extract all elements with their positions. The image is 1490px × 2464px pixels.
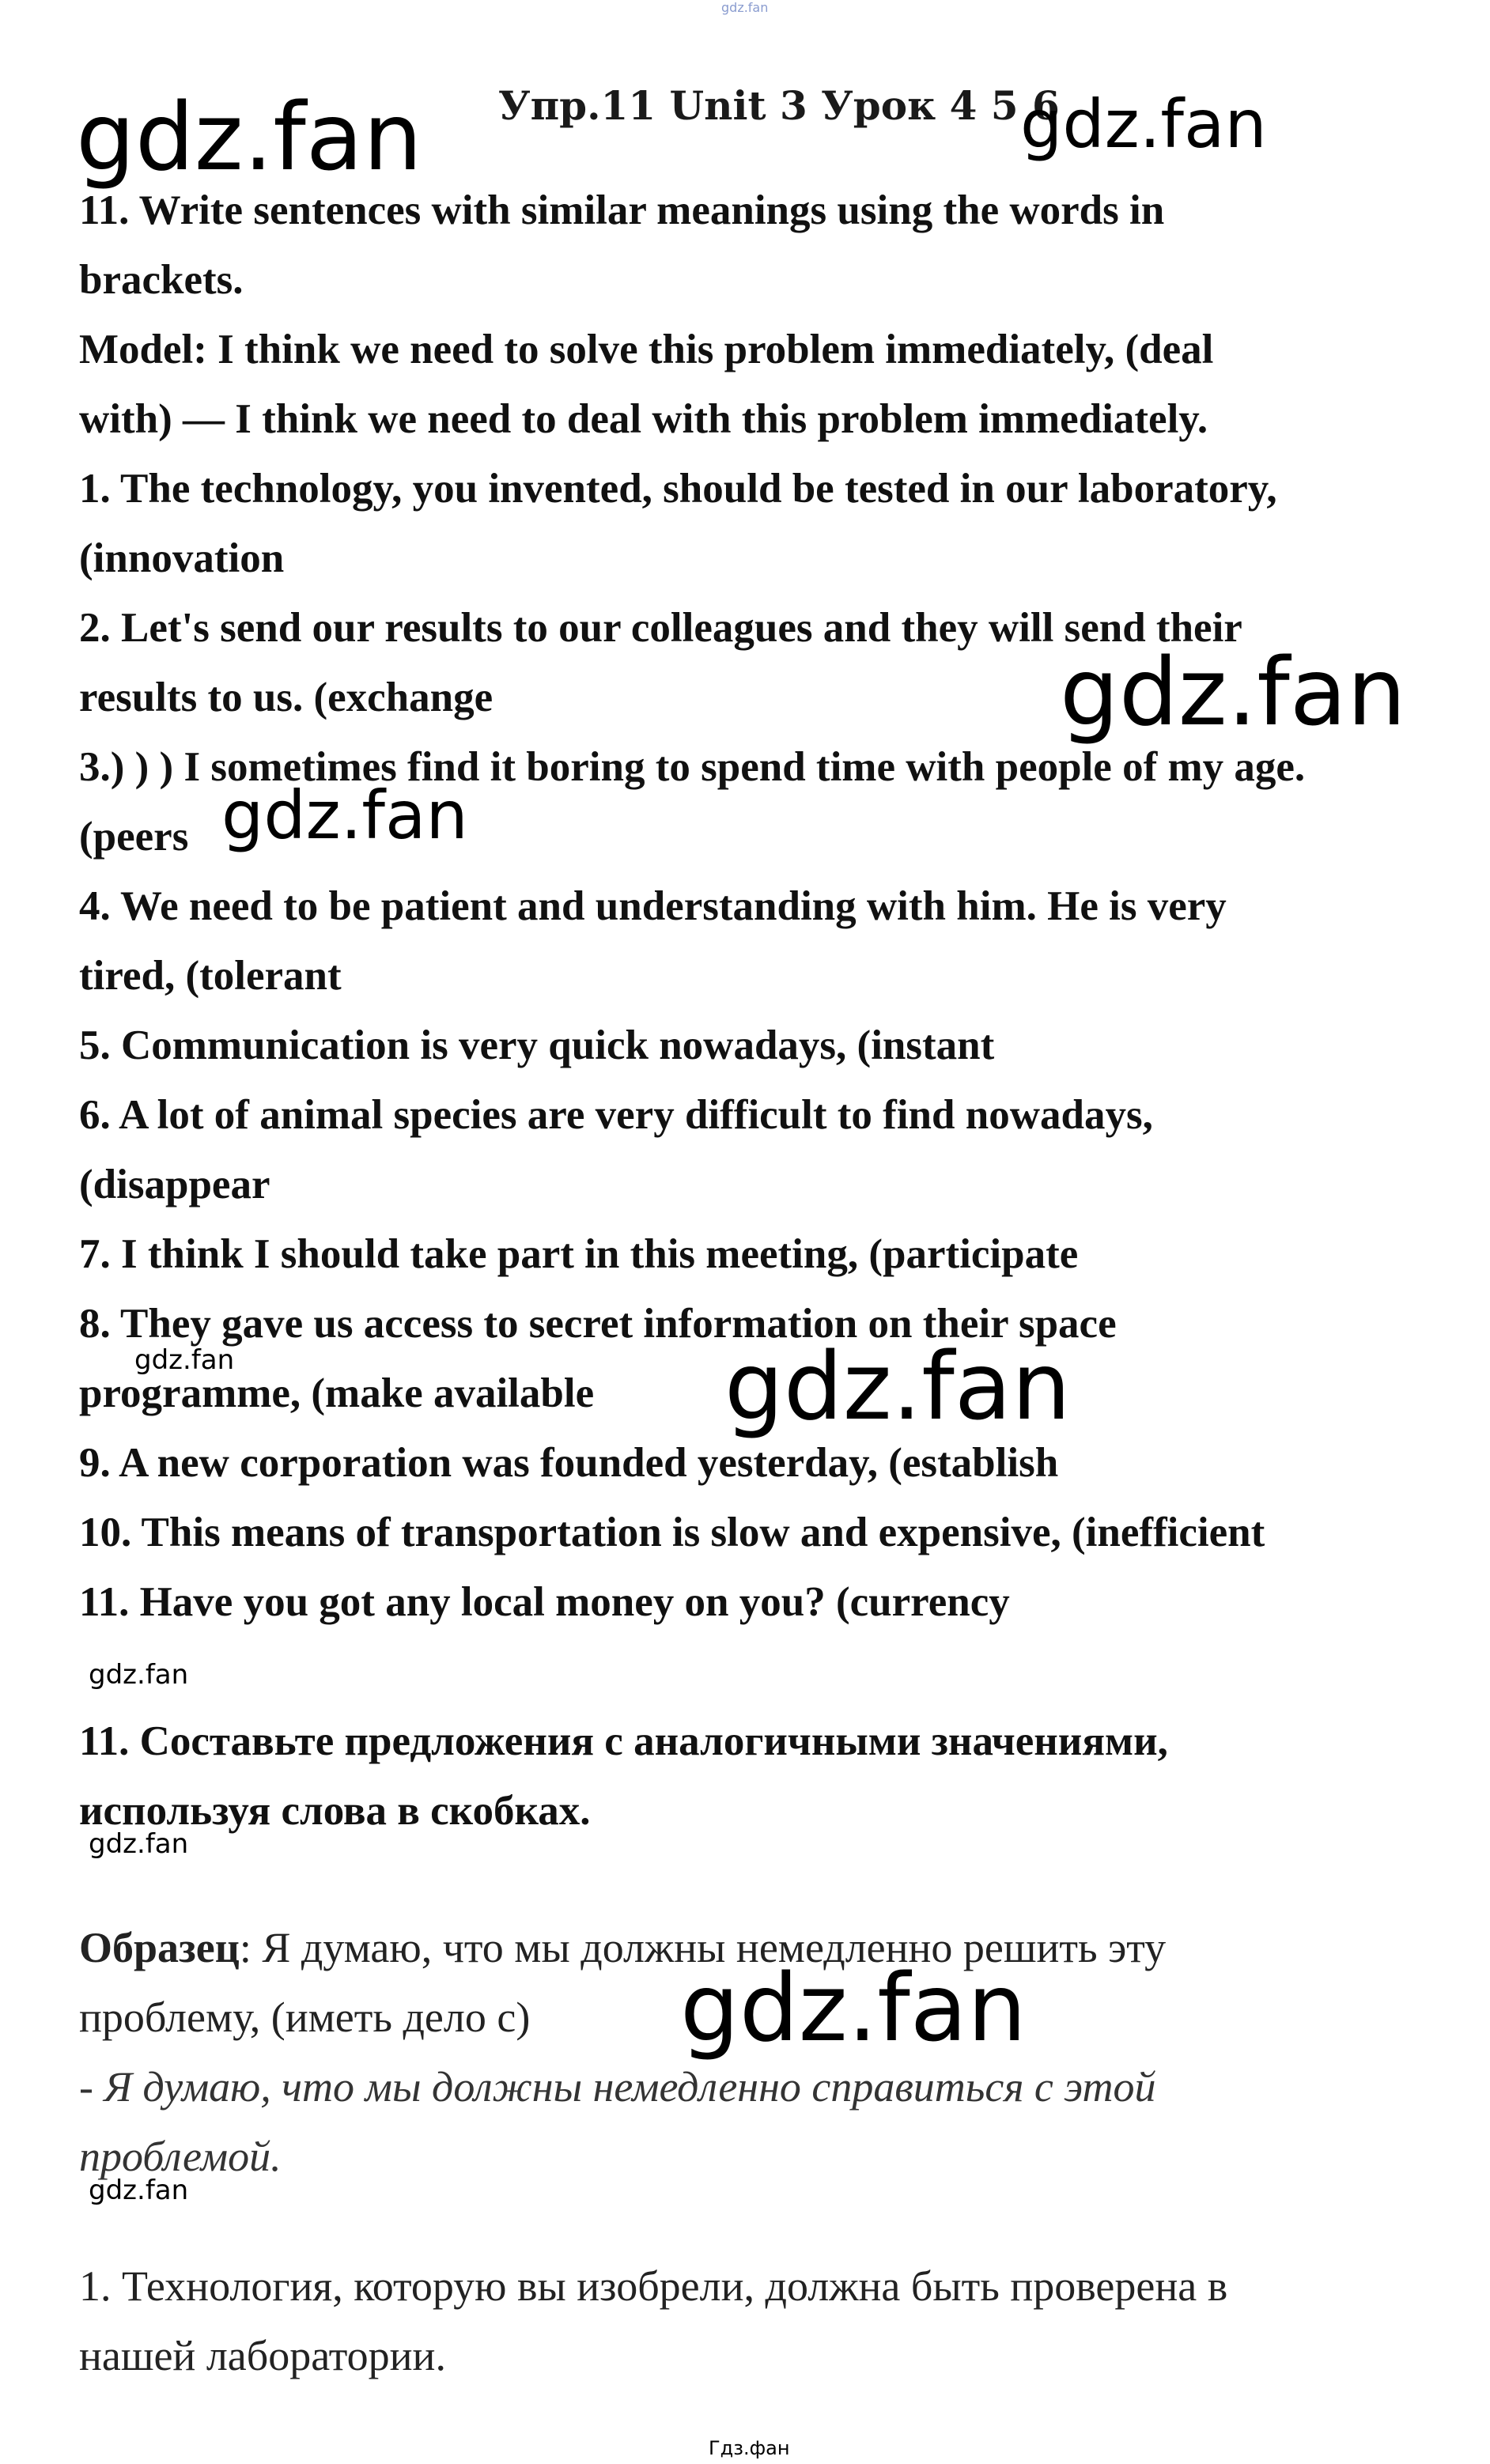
item-9-line-1: 9. A new corporation was founded yesterday, (establish [79,1440,1059,1486]
ru-task-line-2: используя слова в скобках. [79,1788,591,1834]
item-6-line-1: 6. A lot of animal species are very difficult to find nowadays, [79,1092,1153,1138]
model-line-1: Model: I think we need to solve this problem immediately, (deal [79,327,1214,372]
item-4-line-1: 4. We need to be patient and understanding with him. He is very [79,883,1227,929]
ru-model-label: Образец [79,1924,240,1971]
ru-model-text-1: : Я думаю, что мы должны немедленно решить эту [239,1924,1167,1971]
ru-model-line-2: проблему, (иметь дело с) [79,1993,531,2041]
item-5-line-1: 5. Communication is very quick nowadays, (instant [79,1022,995,1068]
watermark-header-right: gdz.fan [1020,85,1267,163]
item-6-line-2: (disappear [79,1162,270,1207]
watermark-bottom: Гдз.фан [709,2437,790,2459]
model-line-2: with) — I think we need to deal with this problem immediately. [79,396,1208,442]
watermark-top: gdz.fan [721,0,769,15]
watermark-small-2: gdz.fan [89,1828,189,1860]
item-10-line-1: 10. This means of transportation is slow and expensive, (inefficient [79,1510,1265,1555]
ru-model-answer-2: проблемой. [79,2133,282,2180]
item-2-line-1: 2. Let's send our results to our colleagues and they will send their [79,605,1242,651]
item-2-line-2: results to us. (exchange [79,675,494,720]
ru-item-1-line-1: 1. Технология, которую вы изобрели, должна быть проверена в [79,2262,1228,2310]
task-line-1: 11. Write sentences with similar meanings using the words in [79,187,1165,233]
watermark-item-3: gdz.fan [221,777,468,854]
item-3-line-2: (peers [79,814,189,860]
watermark-small-1: gdz.fan [89,1659,189,1691]
watermark-small-item-8: gdz.fan [134,1344,235,1376]
ru-task-line-1: 11. Составьте предложения с аналогичными значениями, [79,1718,1168,1764]
item-11-line-1: 11. Have you got any local money on you? (currency [79,1579,1010,1625]
item-7-line-1: 7. I think I should take part in this meeting, (participate [79,1231,1079,1277]
item-8-line-1: 8. They gave us access to secret information on their space [79,1301,1117,1347]
watermark-item-8: gdz.fan [724,1332,1071,1441]
item-4-line-2: tired, (tolerant [79,953,342,999]
ru-item-1-line-2: нашей лаборатории. [79,2332,446,2379]
watermark-ru-model: gdz.fan [680,1953,1027,2062]
page-title: Упр.11 Unit 3 Урок 4 5 6 [498,82,1060,129]
watermark-mid-right: gdz.fan [1060,637,1406,746]
item-1-line-2: (innovation [79,535,285,581]
item-1-line-1: 1. The technology, you invented, should be tested in our laboratory, [79,466,1277,512]
watermark-small-3: gdz.fan [89,2175,189,2206]
item-8-line-2: programme, (make available [79,1370,595,1416]
item-3-line-1: 3.) ) ) I sometimes find it boring to spend time with people of my age. [79,744,1306,790]
watermark-logo-large: gdz.fan [76,82,422,191]
task-line-2: brackets. [79,257,244,303]
ru-model-answer-1: - Я думаю, что мы должны немедленно справиться с этой [79,2063,1156,2111]
